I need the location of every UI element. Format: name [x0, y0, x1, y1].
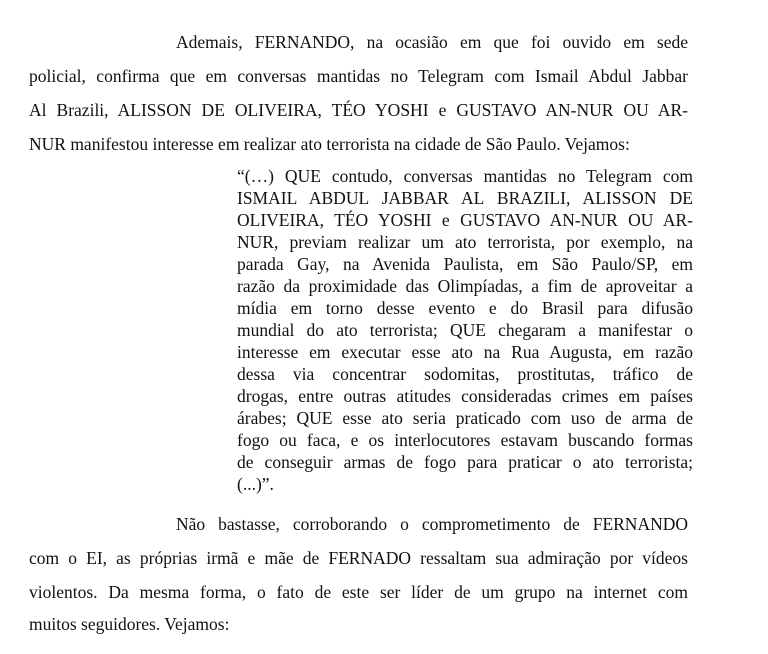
- paragraph1-line-4: NUR manifestou interesse em realizar ato terrorista na cidade de São Paulo. Vejamos:: [29, 134, 630, 154]
- paragraph2-line-4: muitos seguidores. Vejamos:: [29, 614, 230, 634]
- quote-line-14: de conseguir armas de fogo para praticar o ato terrorista;: [237, 452, 693, 472]
- quote-line-11: drogas, entre outras atitudes consideradas crimes em países: [237, 386, 693, 406]
- quote-line-5: parada Gay, na Avenida Paulista, em São Paulo/SP, em: [237, 254, 693, 274]
- quote-line-4: NUR, previam realizar um ato terrorista, por exemplo, na: [237, 232, 693, 252]
- paragraph2-line-2: com o EI, as próprias irmã e mãe de FERNADO ressaltam sua admiração por vídeos: [29, 548, 688, 568]
- paragraph1-line-1: Ademais, FERNANDO, na ocasião em que foi ouvido em sede: [176, 32, 688, 52]
- quote-line-13: fogo ou faca, e os interlocutores estavam buscando formas: [237, 430, 693, 450]
- quote-line-9: interesse em executar esse ato na Rua Augusta, em razão: [237, 342, 693, 362]
- quote-line-3: OLIVEIRA, TÉO YOSHI e GUSTAVO AN-NUR OU AR-: [237, 210, 693, 230]
- paragraph1-line-3: Al Brazili, ALISSON DE OLIVEIRA, TÉO YOSHI e GUSTAVO AN-NUR OU AR-: [29, 100, 688, 120]
- quote-line-8: mundial do ato terrorista; QUE chegaram a manifestar o: [237, 320, 693, 340]
- quote-line-10: dessa via concentrar sodomitas, prostitutas, tráfico de: [237, 364, 693, 384]
- paragraph2-line-3: violentos. Da mesma forma, o fato de este ser líder de um grupo na internet com: [29, 582, 688, 602]
- quote-line-2: ISMAIL ABDUL JABBAR AL BRAZILI, ALISSON DE: [237, 188, 693, 208]
- quote-line-6: razão da proximidade das Olimpíadas, a fim de aproveitar a: [237, 276, 693, 296]
- quote-line-15: (...)”.: [237, 474, 274, 494]
- quote-line-1: “(…) QUE contudo, conversas mantidas no Telegram com: [237, 166, 693, 186]
- quote-line-12: árabes; QUE esse ato seria praticado com uso de arma de: [237, 408, 693, 428]
- paragraph2-line-1: Não bastasse, corroborando o comprometimento de FERNANDO: [176, 514, 688, 534]
- paragraph1-line-2: policial, confirma que em conversas mantidas no Telegram com Ismail Abdul Jabbar: [29, 66, 688, 86]
- quote-line-7: mídia em torno desse evento e do Brasil para difusão: [237, 298, 693, 318]
